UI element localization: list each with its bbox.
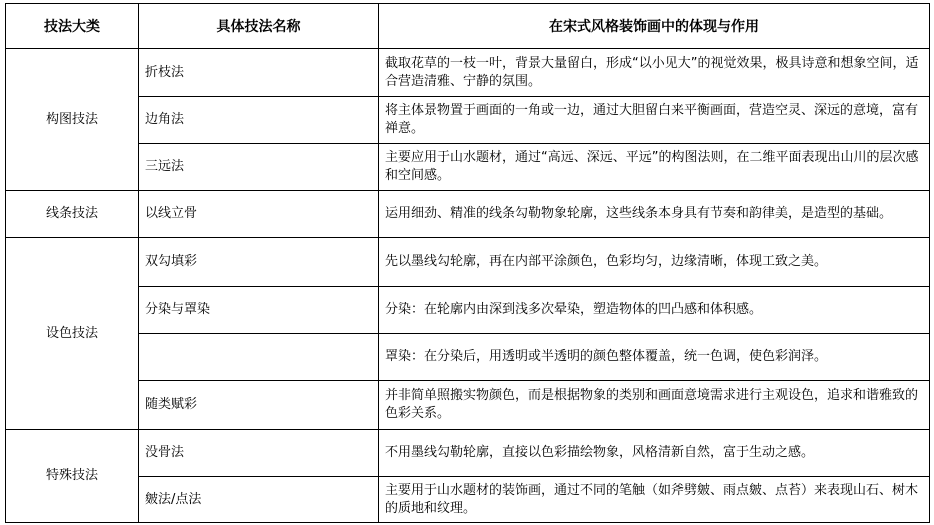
description-cell: 分染：在轮廓内由深到浅多次晕染，塑造物体的凹凸感和体积感。	[379, 287, 930, 334]
header-row	[6, 4, 930, 49]
table-row	[6, 381, 930, 430]
technique-name-cell: 三远法	[139, 144, 379, 191]
techniques-table	[5, 3, 930, 523]
description-cell: 主要应用于山水题材，通过“高远、深远、平远”的构图法则，在二维平面表现出山川的层次感和空间感。	[379, 144, 930, 191]
technique-name-cell	[139, 334, 379, 381]
technique-name-cell: 没骨法	[139, 430, 379, 477]
table-row	[6, 477, 930, 523]
table-row	[6, 238, 930, 287]
technique-name-cell: 以线立骨	[139, 191, 379, 238]
header-category: 技法大类	[6, 4, 139, 49]
description-cell: 不用墨线勾勒轮廓，直接以色彩描绘物象，风格清新自然，富于生动之感。	[379, 430, 930, 477]
technique-name-cell: 双勾填彩	[139, 238, 379, 287]
table-row	[6, 97, 930, 144]
category-cell: 线条技法	[6, 191, 139, 238]
table-row	[6, 287, 930, 334]
header-technique-name: 具体技法名称	[139, 4, 379, 49]
technique-name-cell: 随类赋彩	[139, 381, 379, 430]
category-cell: 构图技法	[6, 49, 139, 191]
technique-name-cell: 分染与罩染	[139, 287, 379, 334]
table-row	[6, 430, 930, 477]
description-cell: 罩染：在分染后，用透明或半透明的颜色整体覆盖，统一色调，使色彩润泽。	[379, 334, 930, 381]
table-row	[6, 144, 930, 191]
description-cell: 截取花草的一枝一叶，背景大量留白，形成“以小见大”的视觉效果，极具诗意和想象空间，适合营造清雅、宁静的氛围。	[379, 49, 930, 97]
description-cell: 并非简单照搬实物颜色，而是根据物象的类别和画面意境需求进行主观设色，追求和谐雅致的色彩关系。	[379, 381, 930, 430]
header-description: 在宋式风格装饰画中的体现与作用	[379, 4, 930, 49]
technique-name-cell: 边角法	[139, 97, 379, 144]
technique-name-cell: 皴法/点法	[139, 477, 379, 523]
category-cell: 特殊技法	[6, 430, 139, 523]
table-row	[6, 334, 930, 381]
table-row	[6, 191, 930, 238]
category-cell: 设色技法	[6, 238, 139, 430]
technique-name-cell: 折枝法	[139, 49, 379, 97]
description-cell: 先以墨线勾轮廓，再在内部平涂颜色，色彩均匀，边缘清晰，体现工致之美。	[379, 238, 930, 287]
description-cell: 主要用于山水题材的装饰画，通过不同的笔触（如斧劈皴、雨点皴、点苔）来表现山石、树木的质地和纹理。	[379, 477, 930, 523]
description-cell: 将主体景物置于画面的一角或一边，通过大胆留白来平衡画面，营造空灵、深远的意境，富有禅意。	[379, 97, 930, 144]
description-cell: 运用细劲、精准的线条勾勒物象轮廓，这些线条本身具有节奏和韵律美，是造型的基础。	[379, 191, 930, 238]
table-row	[6, 49, 930, 97]
